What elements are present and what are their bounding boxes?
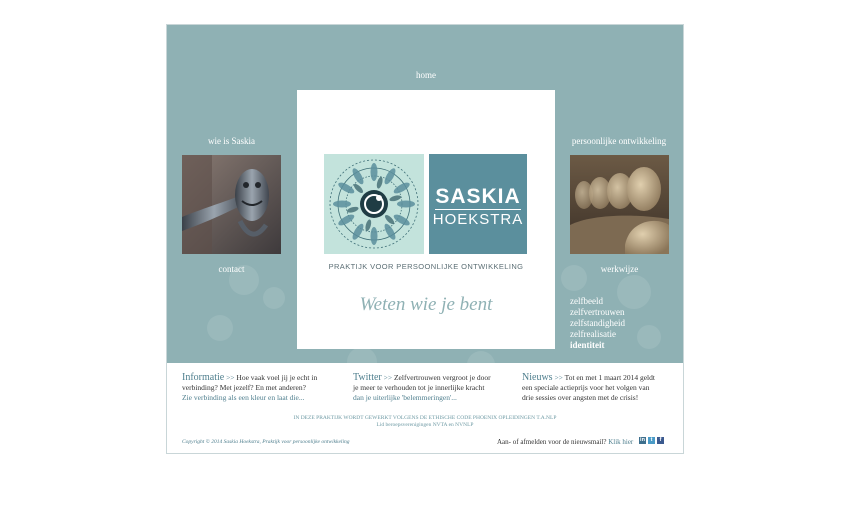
news-nieuws-separator: >>: [554, 373, 563, 382]
news-info-separator: >>: [226, 373, 235, 382]
news-twitter-separator: >>: [383, 373, 393, 382]
news-info-line1: Hoe vaak voel jij je echt in: [236, 373, 318, 382]
newsletter-signup: [497, 438, 633, 446]
social-links: [639, 437, 666, 455]
news-info-line3[interactable]: Zie verbinding als een kleur en laat die...: [182, 393, 305, 402]
linkedin-icon[interactable]: in: [640, 437, 645, 443]
news-info-line2: verbinding? Met jezelf? En met anderen?: [182, 383, 306, 392]
subnav-item-zelfvertrouwen[interactable]: zelfvertrouwen: [570, 307, 625, 317]
hero-area: [167, 25, 683, 363]
nav-development[interactable]: persoonlijke ontwikkeling: [571, 136, 667, 146]
news-twitter[interactable]: [353, 373, 503, 403]
membership-text: Lid beroepsverenigingen NVTA en NVNLP: [376, 422, 474, 428]
site-container: [166, 24, 684, 454]
news-twitter-line2: je meer te verhouden tot je innerlijke kracht: [353, 383, 485, 392]
nav-home[interactable]: home: [416, 70, 436, 80]
news-nieuws-title[interactable]: Nieuws: [522, 372, 553, 383]
deco-circle: [207, 315, 233, 341]
news-nieuws-line2: een speciale actieprijs voor het volgen van: [522, 383, 650, 392]
twitter-icon[interactable]: t: [648, 437, 655, 444]
name-box: [429, 154, 527, 254]
news-twitter-line1: Zelfvertrouwen vergroot je door: [393, 373, 491, 382]
mandala-icon: [324, 154, 424, 254]
buddha-statues-image: [570, 155, 669, 254]
subnav-item-identiteit[interactable]: identiteit: [570, 340, 605, 350]
news-nieuws[interactable]: [522, 373, 672, 403]
logo-tagline: PRAKTIJK VOOR PERSOONLIJKE ONTWIKKELING: [328, 262, 524, 271]
door-knocker-image: [182, 155, 281, 254]
news-twitter-title[interactable]: Twitter: [353, 372, 382, 383]
logo-name-first: SASKIA: [435, 185, 521, 208]
facebook-icon[interactable]: f: [657, 437, 664, 444]
news-info-title[interactable]: Informatie: [182, 372, 225, 383]
deco-circle: [637, 325, 661, 349]
nav-about[interactable]: wie is Saskia: [208, 136, 255, 146]
newsletter-text: Aan- of afmelden voor de nieuwsmail?: [497, 438, 607, 446]
logo-divider: [435, 209, 521, 210]
subnav-item-zelfrealisatie[interactable]: zelfrealisatie: [570, 329, 616, 339]
slogan: Weten wie je bent: [359, 294, 493, 315]
deco-circle: [263, 287, 285, 309]
news-info[interactable]: [182, 373, 332, 403]
newsletter-link[interactable]: Klik hier: [608, 438, 634, 446]
ethic-notice: [167, 415, 683, 429]
deco-circle: [467, 351, 495, 363]
nav-method[interactable]: werkwijze: [600, 264, 639, 274]
subnav-item-zelfstandigheid[interactable]: zelfstandigheid: [570, 318, 625, 328]
ethic-code-text: IN DEZE PRAKTIJK WORDT GEWERKT VOLGENS DE ETHISCHE CODE PHOENIX OPLEIDINGEN T.A.NLP: [293, 415, 557, 421]
news-twitter-line3[interactable]: dan je uiterlijke 'belemmeringen'...: [353, 393, 457, 402]
news-nieuws-line1: Tot en met 1 maart 2014 geldt: [564, 373, 655, 382]
subnav-list: [570, 296, 625, 351]
mandala-emblem: [324, 154, 424, 254]
nav-contact[interactable]: contact: [218, 264, 245, 274]
logo-panel: [297, 90, 555, 349]
subnav-item-zelfbeeld[interactable]: zelfbeeld: [570, 296, 603, 306]
photo-door-knocker[interactable]: [182, 155, 281, 254]
news-nieuws-line3: drie sessies over angsten met de crisis!: [522, 393, 639, 402]
copyright: Copyright © 2014 Saskia Hoekstra, Praktijk voor persoonlijke ontwikkeling: [182, 439, 350, 445]
photo-buddha-statues[interactable]: [570, 155, 669, 254]
deco-circle: [347, 347, 377, 363]
logo-name-last: HOEKSTRA: [432, 211, 524, 228]
